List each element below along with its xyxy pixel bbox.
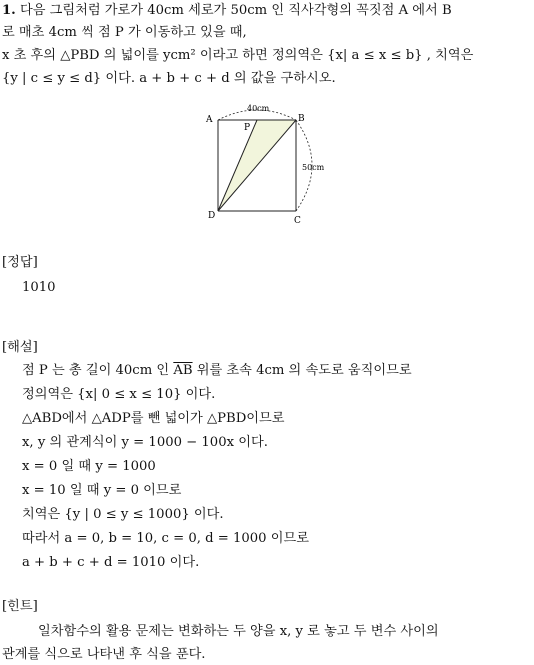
label-d: D [208,211,216,221]
label-b: B [298,114,305,124]
explanation-line-1-post: 위를 초속 4cm 의 속도로 움직이므로 [192,363,412,378]
hint-header: [힌트] [2,599,38,614]
problem-number: 1. [2,3,16,18]
explanation-line-8: 따라서 a = 0, b = 10, c = 0, d = 1000 이므로 [22,531,309,546]
problem-text-1: 다음 그림처럼 가로가 40cm 세로가 50cm 인 직사각형의 꼭짓점 A 에서 B [19,3,452,18]
hint-line-2: 관계를 식으로 나타낸 후 식을 푼다. [2,647,206,662]
explanation-line-1-pre: 점 P 는 총 길이 40cm 인 [22,363,174,378]
explanation-line-4: x, y 의 관계식이 y = 1000 − 100x 이다. [22,435,268,450]
explanation-line-6: x = 10 일 때 y = 0 이므로 [22,483,182,498]
label-a: A [206,115,213,125]
segment-ab-label: $\overline{AB}$ [173,363,193,378]
problem-line-3: x 초 후의 △PBD 의 넓이를 ycm² 이라고 하면 정의역은 {x| a ≤ x ≤ b} , 치역은 [2,48,474,63]
explanation-line-7: 치역은 {y | 0 ≤ y ≤ 1000} 이다. [22,507,224,522]
rectangle-figure [200,100,340,228]
answer-header: [정답] [2,255,38,270]
problem-line-4: {y | c ≤ y ≤ d} 이다. a + b + c + d 의 값을 구하시오. [2,71,336,86]
explanation-line-9: a + b + c + d = 1010 이다. [22,555,200,570]
problem-line-2: 로 매초 4cm 씩 점 P 가 이동하고 있을 때, [2,25,247,40]
explanation-line-1 [22,362,412,380]
hint-line-1: 일차함수의 활용 문제는 변화하는 두 양을 x, y 로 놓고 두 변수 사이의 [38,624,439,639]
explanation-line-5: x = 0 일 때 y = 1000 [22,459,156,474]
label-p: P [244,123,251,133]
width-label: 40cm [247,104,270,113]
explanation-line-3: △ABD에서 △ADP를 뺀 넓이가 △PBD이므로 [22,411,285,426]
problem-line-1 [2,2,452,20]
explanation-line-2: 정의역은 {x| 0 ≤ x ≤ 10} 이다. [22,387,216,402]
height-label: 50cm [302,163,325,172]
answer-value: 1010 [22,280,56,295]
label-c: C [294,216,301,226]
explanation-header: [해설] [2,340,38,355]
